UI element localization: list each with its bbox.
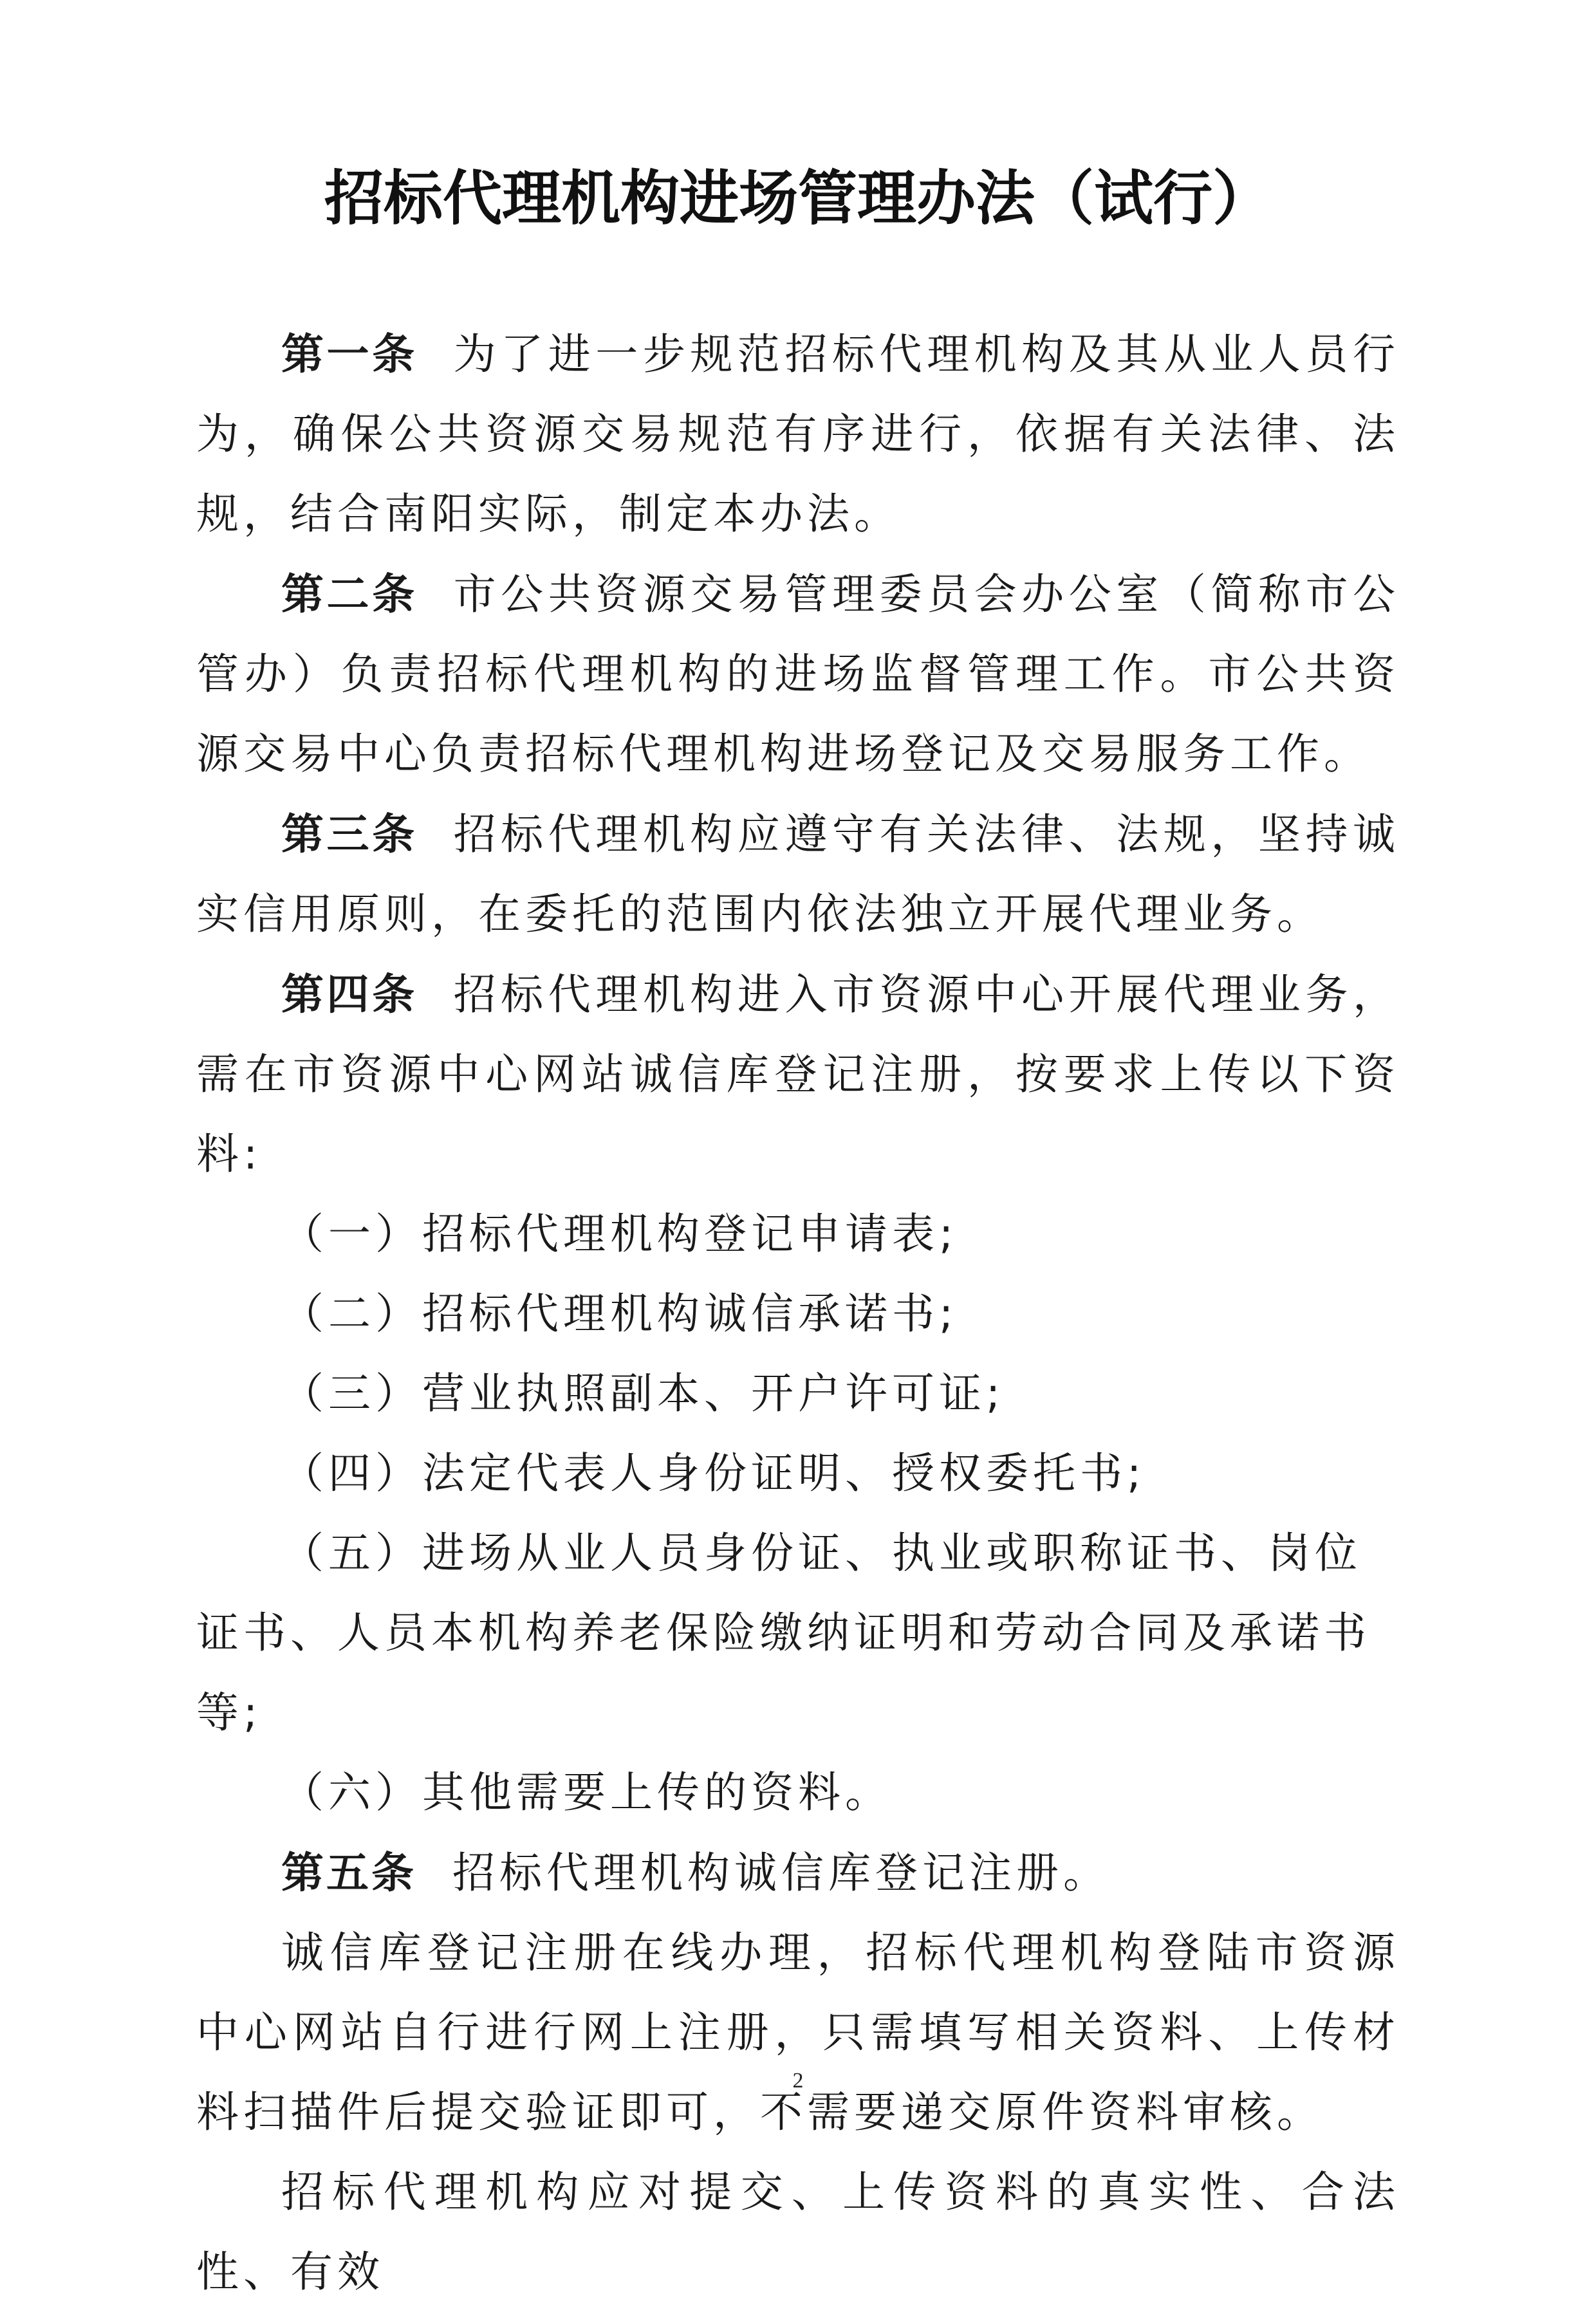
article-paragraph [196, 954, 1400, 1194]
article-paragraph [196, 1833, 1400, 1913]
article-text: 招标代理机构应遵守有关法律、法规，坚持诚实信用原则，在委托的范围内依法独立开展代理业务。 [196, 809, 1400, 939]
article-text: 市公共资源交易管理委员会办公室（简称市公管办）负责招标代理机构的进场监督管理工作。市公共资源交易中心负责招标代理机构进场登记及交易服务工作。 [196, 569, 1400, 779]
article-text: 招标代理机构诚信库登记注册。 [452, 1848, 1110, 1898]
body-paragraph: 招标代理机构应对提交、上传资料的真实性、合法性、有效 [196, 2167, 1400, 2297]
article-text: 招标代理机构进入市资源中心开展代理业务，需在市资源中心网站诚信库登记注册，按要求上传以下资料: [196, 970, 1400, 1179]
article-text: 为了进一步规范招标代理机构及其从业人员行为，确保公共资源交易规范有序进行，依据有关法律、法规，结合南阳实际，制定本办法。 [196, 329, 1400, 539]
article-number: 第二条 [281, 569, 418, 619]
article-number: 第三条 [281, 809, 418, 859]
article-paragraph [196, 554, 1400, 794]
document-title: 招标代理机构进场管理办法（试行） [324, 163, 1272, 233]
article-number: 第一条 [281, 329, 418, 379]
page-number: 2 [792, 2069, 804, 2093]
list-item: （一）招标代理机构登记申请表; [281, 1209, 958, 1259]
list-item: （六）其他需要上传的资料。 [281, 1768, 892, 1817]
list-item: （二）招标代理机构诚信承诺书; [281, 1289, 958, 1338]
list-item: （四）法定代表人身份证明、授权委托书; [281, 1448, 1146, 1498]
list-item: （三）营业执照副本、开户许可证; [281, 1369, 1005, 1418]
article-number: 第四条 [281, 969, 418, 1019]
article-paragraph [196, 794, 1400, 954]
list-item: （五）进场从业人员身份证、执业或职称证书、岗位证书、人员本机构养老保险缴纳证明和劳动合同及承诺书等; [196, 1528, 1371, 1737]
article-number: 第五条 [281, 1847, 416, 1898]
body-paragraph: 诚信库登记注册在线办理，招标代理机构登陆市资源中心网站自行进行网上注册，只需填写相关资料、上传材料扫描件后提交验证即可，不需要递交原件资料审核。 [196, 1928, 1400, 2137]
document-body [196, 314, 1400, 2312]
article-paragraph [196, 314, 1400, 554]
